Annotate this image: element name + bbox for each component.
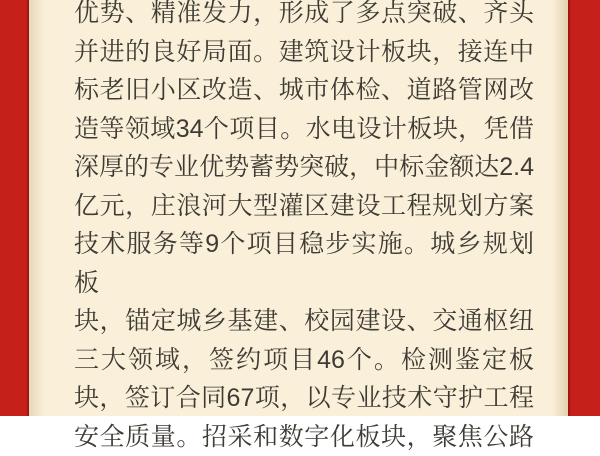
- left-red-border: [0, 0, 29, 416]
- article-text-line: 标老旧小区改造、城市体检、道路管网改: [74, 71, 534, 110]
- article-text-line: 块，锚定城乡基建、校园建设、交通枢纽: [74, 302, 534, 341]
- article-text-line: 并进的良好局面。建筑设计板块，接连中: [74, 33, 534, 72]
- article-content: [29, 0, 568, 416]
- article-text-line: 优势、精准发力，形成了多点突破、齐头: [74, 0, 534, 33]
- article-text-line: 亿元，庄浪河大型灌区建设工程规划方案: [74, 187, 534, 226]
- article-text-line: 块，签订合同67项，以专业技术守护工程: [74, 379, 534, 418]
- right-inner-shadow: [552, 0, 568, 416]
- article-paragraph: [74, 0, 534, 456]
- article-text-line: 三大领域，签约项目46个。检测鉴定板: [74, 341, 534, 380]
- article-text-line: 深厚的专业优势蓄势突破，中标金额达2.4: [74, 148, 534, 187]
- article-text-line: 造等领域34个项目。水电设计板块，凭借: [74, 110, 534, 149]
- left-inner-shadow: [29, 0, 45, 416]
- article-text-line: 技术服务等9个项目稳步实施。城乡规划板: [74, 225, 534, 302]
- article-text-line: 安全质量。招采和数字化板块，聚焦公路: [74, 418, 534, 456]
- right-red-border: [568, 0, 600, 416]
